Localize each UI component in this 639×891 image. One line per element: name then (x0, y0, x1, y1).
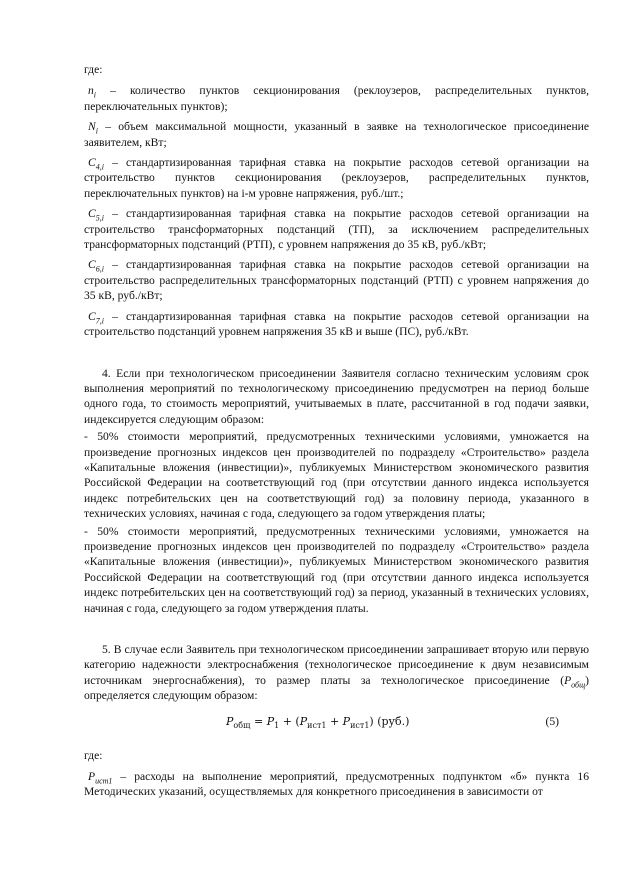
symbol-sub: 7,i (95, 316, 104, 325)
formula-t1-sub: ист1 (307, 720, 327, 730)
paragraph-4-intro: 4. Если при технологическом присоединении Заявителя согласно техническим условиям срок выполнения мероприятий по технологическому присоединению предусмотрен на период больше одного года, то стоимость мероприятий, учитываемых в плате, рассчитанной в год подачи заявки, индексируется следующим образом: (84, 366, 589, 426)
symbol: N (88, 120, 96, 134)
definition-text: – стандартизированная тарифная ставка на покрытие расходов сетевой организации на строительство трансформаторных подстанций (ТП), за исключением распределительных трансформаторных подстанций (РТП), с уровнем напряжения до 35 кВ, руб./кВт; (84, 207, 589, 252)
formula-t2: P (342, 714, 351, 728)
equation-number: (5) (545, 714, 559, 728)
formula-t2-sub: ист1 (350, 720, 370, 730)
symbol: C (88, 207, 96, 221)
definition-text: – стандартизированная тарифная ставка на покрытие расходов сетевой организации на строительство распределительных трансформаторных подстанций (РТП) с уровнем напряжения до 35 кВ, руб./кВт; (84, 258, 589, 303)
paragraph-5-text-b: ) определяется следующим образом: (84, 673, 589, 703)
definition-C5 (84, 206, 589, 252)
definition-text: – количество пунктов секционирования (реклоузеров, распределительных пунктов, переключательных пунктов); (84, 84, 589, 113)
definition-N (84, 119, 589, 150)
symbol: C (88, 258, 96, 272)
formula-unit: (руб.) (373, 714, 410, 728)
paragraph-5-text-a: 5. В случае если Заявитель при технологическом присоединении запрашивает вторую или первую категорию надежности электроснабжения (технологическое присоединение к двум независимым источникам энергоснабжения), то размер платы за технологическое присоединение ( (84, 643, 589, 687)
symbol-sub: i (93, 90, 97, 100)
formula-eq: = (250, 714, 267, 728)
formula-close: ) (369, 714, 374, 728)
formula-expression (226, 714, 409, 729)
symbol-sub: общ (571, 680, 586, 690)
symbol: C (88, 156, 96, 170)
formula-lhs: P (226, 714, 234, 728)
definition-P-ist1 (84, 769, 589, 800)
symbol: n (88, 84, 94, 98)
formula-p1-sub: 1 (274, 720, 280, 730)
definition-text: – объем максимальной мощности, указанный в заявке на технологическое присоединение заявителем, кВт; (84, 120, 589, 149)
definition-C6 (84, 257, 589, 303)
symbol-sub: i (95, 126, 98, 136)
formula-plus-open: + ( (279, 714, 300, 728)
symbol-sub: 6,i (95, 264, 104, 274)
where-label-2: где: (84, 748, 103, 762)
definition-text: – расходы на выполнение мероприятий, предусмотренных подпунктом «б» пункта 16 Методических указаний, осуществляемых для конкретного присоединения в зависимости от (84, 770, 589, 799)
formula-plus: + (326, 714, 343, 728)
formula-lhs-sub: общ (233, 720, 251, 730)
definition-text: – стандартизированная тарифная ставка на покрытие расходов сетевой организации на строительство пунктов секционирования (реклоузеров, распределительных пунктов, переключательных пунктов) на i-м уровне напряжения, руб./шт.; (84, 156, 589, 200)
formula-p1: P (266, 714, 275, 728)
document-page (84, 62, 589, 800)
paragraph-4-dash-1: - 50% стоимости мероприятий, предусмотренных техническими условиями, умножается на произведение прогнозных индексов цен производителей по подразделу «Строительство» раздела «Капитальные вложения (инвестиции)», публикуемых Министерством экономического развития Российской Федерации на соответствующий год (при отсутствии данного индекса используется индекс потребительских цен на соответствующий год) за половину периода, указанного в технических условиях, начиная с года, следующего за годом утверждения платы; (84, 430, 589, 521)
paragraph-4-dash-2: - 50% стоимости мероприятий, предусмотренных техническими условиями, умножается на произведение прогнозных индексов цен производителей по подразделу «Строительство» раздела «Капитальные вложения (инвестиции)», публикуемых Министерством экономического развития Российской Федерации на соответствующий год (при отсутствии данного индекса используется индекс потребительских цен на соответствующий год) за период, указанный в технических условиях, начиная с года, следующего за годом утверждения платы. (84, 524, 589, 615)
symbol: P (88, 770, 96, 784)
definition-n (84, 83, 589, 114)
formula-t1: P (299, 714, 308, 728)
definition-C4 (84, 155, 589, 201)
definition-text: – стандартизированная тарифная ставка на покрытие расходов сетевой организации на строительство подстанций уровнем напряжения 35 кВ и выше (ПС), руб./кВт. (84, 309, 589, 339)
where-label: где: (84, 63, 103, 76)
symbol-sub: ист1 (95, 776, 113, 786)
definition-C7 (84, 309, 589, 340)
formula-5 (84, 710, 589, 734)
symbol: P (564, 673, 572, 687)
symbol: C (88, 309, 96, 323)
symbol-sub: 4,i (95, 162, 104, 172)
symbol-sub: 5,i (95, 213, 104, 223)
paragraph-5-intro (84, 642, 589, 704)
